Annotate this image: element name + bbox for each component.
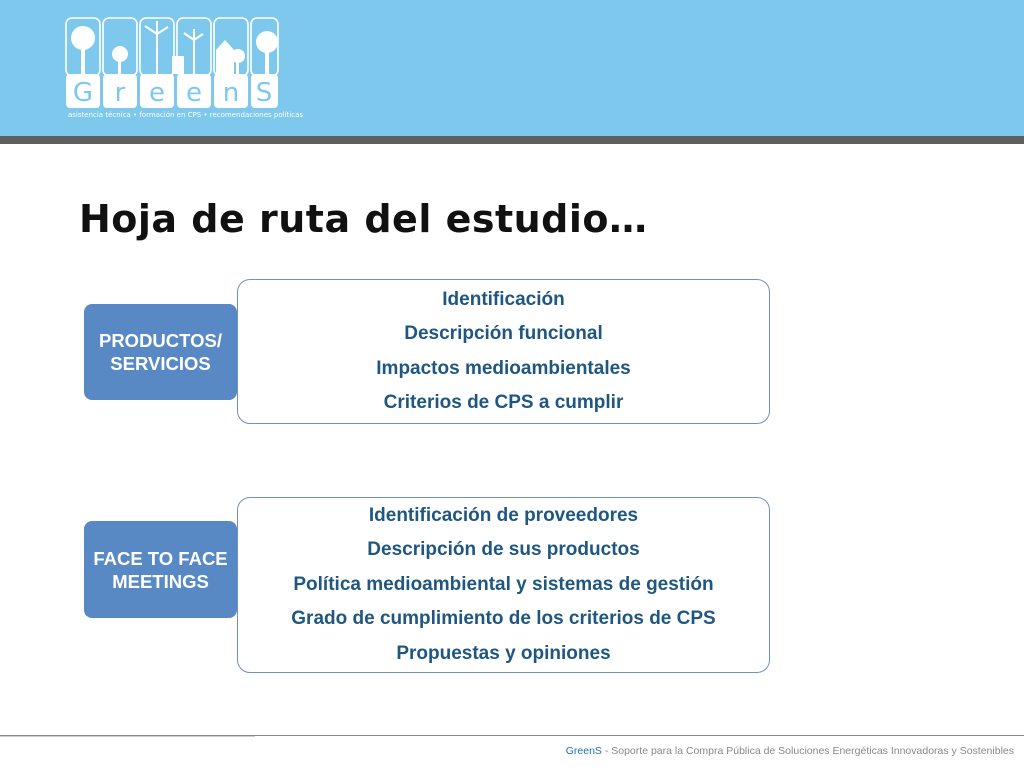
- section-item: Propuestas y opiniones: [396, 642, 611, 664]
- footer-text: [566, 745, 1014, 757]
- section-2-items-box: [237, 497, 770, 673]
- section-item: Criterios de CPS a cumplir: [383, 392, 624, 413]
- section-item: Política medioambiental y sistemas de gestión: [293, 573, 714, 595]
- footer-divider-shade: [0, 736, 255, 737]
- header-divider: [0, 136, 1024, 144]
- section-tag-line: MEETINGS: [112, 570, 209, 592]
- section-item: Impactos medioambientales: [376, 357, 631, 379]
- section-tag-line: SERVICIOS: [110, 353, 211, 374]
- logo-subtitle: asistencia técnica • formación en CPS • recomendaciones políticas: [68, 111, 304, 119]
- header-banner: [0, 0, 1024, 136]
- footer-brand: GreenS: [565, 745, 602, 757]
- logo-letter: r: [114, 78, 126, 108]
- logo-letter: e: [186, 78, 202, 108]
- section-2-tag: [84, 521, 237, 618]
- footer-tagline: - Soporte para la Compra Pública de Soluciones Energéticas Innovadoras y Sostenibles: [601, 745, 1014, 757]
- greens-logo: [62, 14, 282, 126]
- section-item: Descripción funcional: [404, 323, 603, 344]
- section-item: Descripción de sus productos: [367, 539, 640, 561]
- logo-letter: n: [222, 78, 240, 108]
- section-1-tag: [84, 304, 237, 400]
- section-item: Grado de cumplimiento de los criterios de CPS: [291, 608, 716, 630]
- section-item: Identificación: [442, 288, 565, 310]
- section-tag-line: PRODUCTOS/: [98, 330, 222, 351]
- logo-letter: e: [149, 78, 165, 108]
- section-1-items-box: [237, 279, 770, 424]
- logo-letter: G: [72, 78, 94, 108]
- section-item: Identificación de proveedores: [368, 504, 639, 526]
- slide-title: Hoja de ruta del estudio…: [79, 197, 648, 241]
- section-tag-line: FACE TO FACE: [93, 547, 228, 569]
- logo-letter: S: [255, 78, 273, 108]
